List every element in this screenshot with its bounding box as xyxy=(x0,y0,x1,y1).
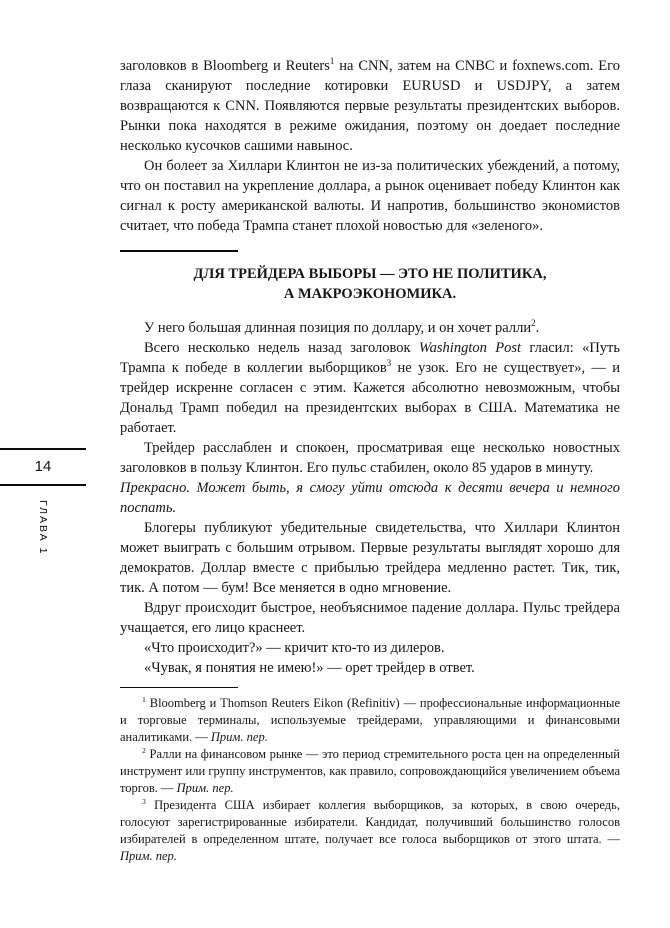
section-heading-block xyxy=(120,250,620,304)
footnote: $^2$ Ралли на финансовом рынке — это период стремительного роста цен на определенный инструмент или группу инструментов, как правило, сопровождающийся увеличением объема торгов. — Прим. пер. xyxy=(120,745,620,795)
heading-rule xyxy=(120,250,238,252)
paragraph: Он болеет за Хиллари Клинтон не из-за политических убеждений, а потому, что он поставил на укрепление доллара, а рынок оценивает победу Клинтон как сигнал к росту американской валюты. И напротив, большинство экономистов считает, что победа Трампа станет плохой новостью для «зеленого». xyxy=(120,158,620,234)
page-number: 14 xyxy=(34,458,52,475)
paragraph: Вдруг происходит быстрое, необъяснимое падение доллара. Пульс трейдера учащается, его лицо краснеет. xyxy=(120,600,620,636)
section-heading-line2: А МАКРОЭКОНОМИКА. xyxy=(283,286,457,302)
chapter-label-wrap xyxy=(0,500,86,555)
footnote: $^1$ Bloomberg и Thomson Reuters Eikon (Refinitiv) — профессиональные информационные и торговые терминалы, используемые трейдерами, управляющими и финансовыми аналитиками. — Прим. пер. xyxy=(120,694,620,744)
paragraph: заголовков в Bloomberg и Reuters$^1$ на CNN, затем на CNBC и foxnews.com. Его глаза сканируют последние котировки EURUSD и USDJPY, а затем возвращаются к CNN. Появляются первые результаты президентских выборов. Рынки пока находятся в режиме ожидания, поэтому он доедает последние несколько кусочков сашими навынос. xyxy=(120,56,620,154)
paragraph: Прекрасно. Может быть, я смогу уйти отсюда к десяти вечера и немного поспать. xyxy=(120,480,620,516)
footnotes-section xyxy=(120,695,620,865)
paragraph: «Что происходит?» — кричит кто-то из дилеров. xyxy=(144,640,445,656)
paragraph: Всего несколько недель назад заголовок Washington Post гласил: «Путь Трампа к победе в коллегии выборщиков$^3$ не узок. Его не существует», — и трейдер искренне согласен с этим. Кажется абсолютно невозможным, чтобы Дональд Трамп победил на президентских выборах в США. Математика не работает. xyxy=(120,340,620,436)
paragraph: У него большая длинная позиция по доллару, и он хочет ралли$^2$. xyxy=(144,318,540,336)
page-margin-block xyxy=(0,448,86,555)
section-heading xyxy=(120,264,620,304)
margin-rule-bottom xyxy=(0,484,86,486)
body-main-section xyxy=(120,318,620,678)
paragraph: «Чувак, я понятия не имею!» — орет трейдер в ответ. xyxy=(144,660,475,676)
section-heading-line1: ДЛЯ ТРЕЙДЕРА ВЫБОРЫ — ЭТО НЕ ПОЛИТИКА, xyxy=(193,266,547,282)
paragraph: Блогеры публикуют убедительные свидетельства, что Хиллари Клинтон может выиграть с большим отрывом. Первые результаты выглядят хорошо для демократов. Доллар вместе с прибылью трейдера медленно растет. Тик, тик, тик. А потом — бум! Все меняется в одно мгновение. xyxy=(120,520,620,596)
footnote: $^3$ Президента США избирает коллегия выборщиков, за которых, в свою очередь, голосуют зарегистрированные избиратели. Кандидат, получивший большинство голосов избирателей в определенном штате, получает все голоса выборщиков от этого штата. — Прим. пер. xyxy=(120,796,620,863)
footnote-separator-rule xyxy=(120,687,238,688)
text-column xyxy=(120,56,620,865)
chapter-label: ГЛАВА 1 xyxy=(37,500,49,556)
body-top-section xyxy=(120,56,620,236)
paragraph: Трейдер расслаблен и спокоен, просматривая еще несколько новостных заголовков в пользу Клинтон. Его пульс стабилен, около 85 ударов в минуту. xyxy=(120,440,620,476)
